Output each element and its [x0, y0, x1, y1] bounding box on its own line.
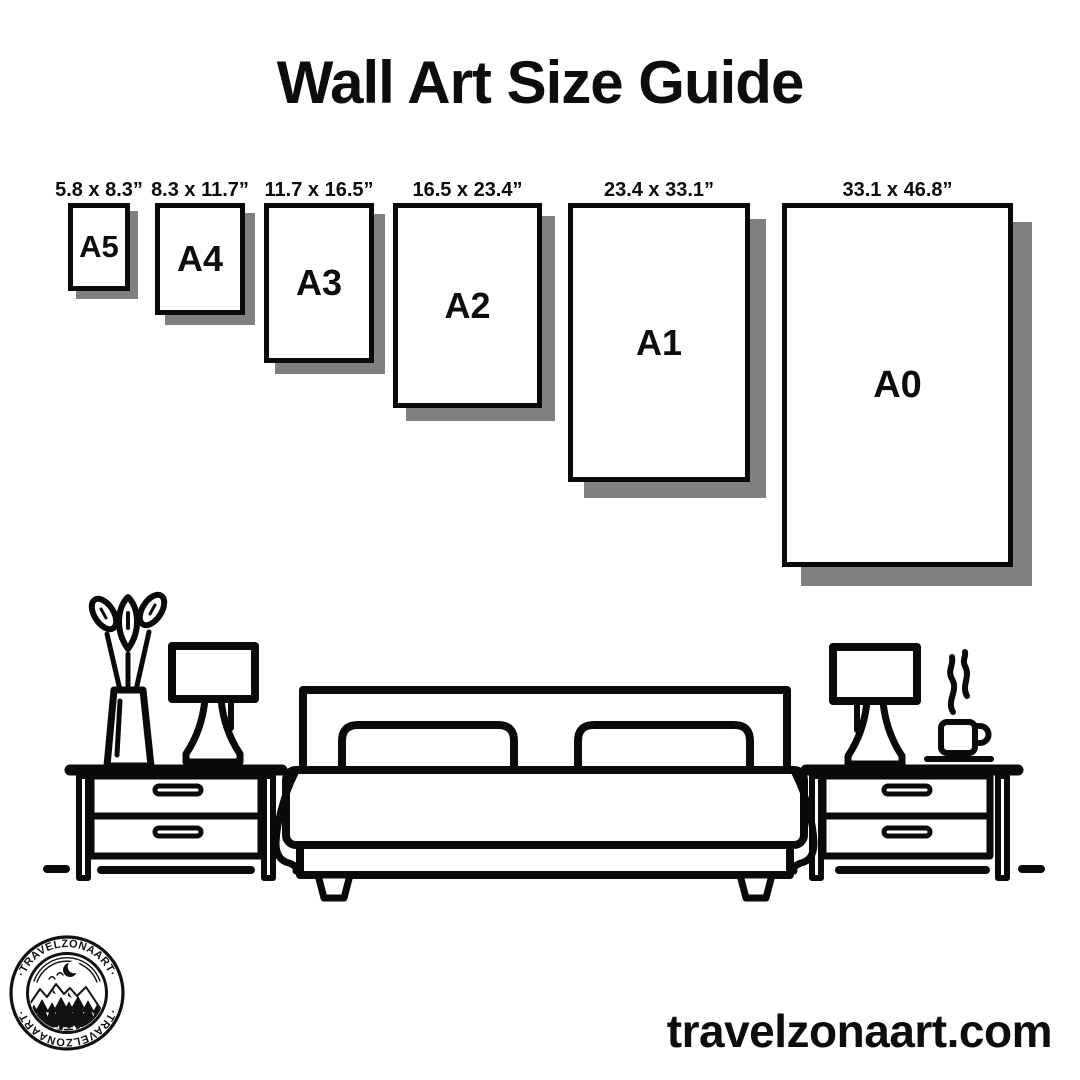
size-dimensions-a3: 11.7 x 16.5”: [264, 179, 374, 201]
size-code-a5: A5: [79, 229, 119, 264]
logo-text-top: ·TRAVELZONAART·: [15, 937, 119, 979]
bed-icon: [276, 690, 814, 898]
moon-icon: [63, 961, 80, 977]
size-code-a0: A0: [873, 363, 922, 406]
size-code-a4: A4: [176, 238, 224, 279]
brand-logo: [7, 933, 127, 1053]
vase-plant-icon: [87, 591, 169, 766]
size-dimensions-a4: 8.3 x 11.7”: [151, 179, 249, 201]
table-lamp-right-icon: [833, 647, 917, 764]
logo-text-bottom: ·TRAVELZONAART·: [15, 1007, 119, 1049]
size-code-a2: A2: [444, 284, 491, 326]
size-code-a1: A1: [635, 321, 683, 363]
bird-icon: [49, 973, 63, 979]
size-dimensions-a0: 33.1 x 46.8”: [842, 179, 953, 201]
size-dimensions-a5: 5.8 x 8.3”: [55, 179, 143, 201]
nightstand-left-icon: [70, 770, 282, 878]
steam-icon: [950, 652, 967, 712]
size-code-a3: A3: [295, 262, 343, 303]
coffee-cup-icon: [927, 652, 991, 759]
size-dimensions-a1: 23.4 x 33.1”: [603, 179, 715, 201]
size-dimensions-a2: 16.5 x 23.4”: [412, 179, 523, 201]
nightstand-right-icon: [806, 770, 1018, 878]
table-lamp-left-icon: [172, 646, 255, 762]
website-url: travelzonaart.com: [666, 1005, 1052, 1057]
page-title: Wall Art Size Guide: [276, 49, 804, 116]
